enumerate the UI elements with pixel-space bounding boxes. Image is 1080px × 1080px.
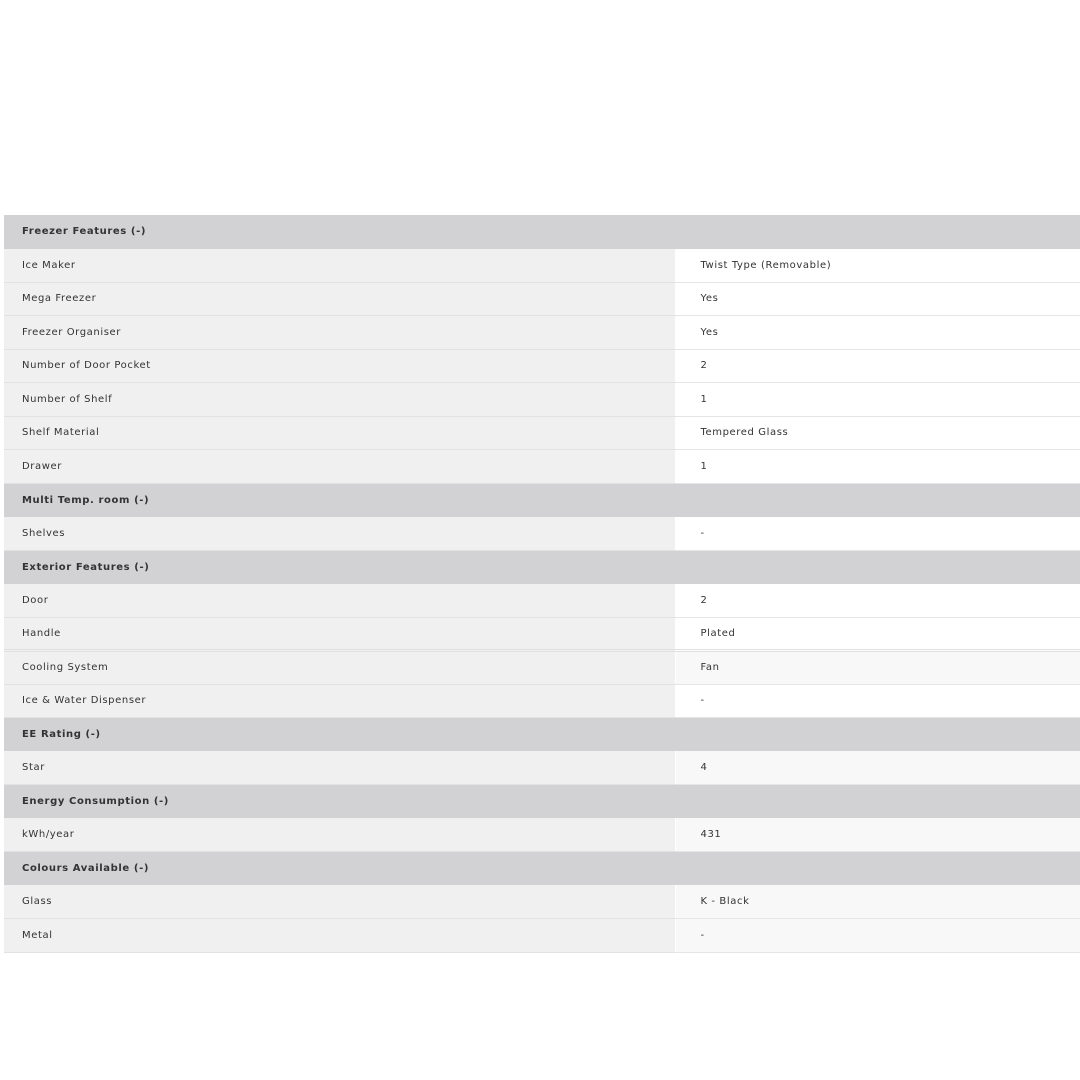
specifications-body — [4, 215, 1080, 952]
spec-row — [4, 517, 1080, 551]
spec-row — [4, 751, 1080, 785]
section-header[interactable] — [4, 718, 1080, 752]
spec-label: Freezer Organiser — [4, 316, 675, 350]
spec-row — [4, 282, 1080, 316]
spec-row — [4, 818, 1080, 852]
spec-value: Plated — [675, 617, 1080, 651]
spec-label: Number of Shelf — [4, 383, 675, 417]
spec-label: Cooling System — [4, 651, 675, 685]
section-title[interactable]: Freezer Features (-) — [4, 215, 1080, 249]
spec-value: 4 — [675, 751, 1080, 785]
spec-label: Mega Freezer — [4, 282, 675, 316]
spec-value: - — [675, 517, 1080, 551]
spec-row — [4, 416, 1080, 450]
spec-label: Handle — [4, 617, 675, 651]
spec-row — [4, 885, 1080, 919]
spec-row — [4, 450, 1080, 484]
spec-row — [4, 383, 1080, 417]
spec-value: - — [675, 919, 1080, 953]
spec-value: 1 — [675, 450, 1080, 484]
section-title[interactable]: Exterior Features (-) — [4, 550, 1080, 584]
spec-row — [4, 651, 1080, 685]
section-title[interactable]: Multi Temp. room (-) — [4, 483, 1080, 517]
section-header[interactable] — [4, 483, 1080, 517]
spec-value: Yes — [675, 282, 1080, 316]
spec-row — [4, 584, 1080, 618]
spec-row — [4, 684, 1080, 718]
spec-row — [4, 316, 1080, 350]
spec-value: 431 — [675, 818, 1080, 852]
spec-label: Star — [4, 751, 675, 785]
spec-value: 2 — [675, 349, 1080, 383]
spec-value: Twist Type (Removable) — [675, 249, 1080, 283]
spec-label: Ice & Water Dispenser — [4, 684, 675, 718]
spec-value: 2 — [675, 584, 1080, 618]
spec-label: kWh/year — [4, 818, 675, 852]
section-header[interactable] — [4, 785, 1080, 819]
spec-value: K - Black — [675, 885, 1080, 919]
spec-label: Number of Door Pocket — [4, 349, 675, 383]
spec-value: - — [675, 684, 1080, 718]
spec-label: Shelf Material — [4, 416, 675, 450]
spec-row — [4, 617, 1080, 651]
spec-value: Tempered Glass — [675, 416, 1080, 450]
spec-value: 1 — [675, 383, 1080, 417]
spec-label: Shelves — [4, 517, 675, 551]
section-header[interactable] — [4, 550, 1080, 584]
section-title[interactable]: EE Rating (-) — [4, 718, 1080, 752]
section-title[interactable]: Colours Available (-) — [4, 852, 1080, 886]
spec-label: Ice Maker — [4, 249, 675, 283]
spec-label: Metal — [4, 919, 675, 953]
spec-label: Glass — [4, 885, 675, 919]
spec-value: Fan — [675, 651, 1080, 685]
section-header[interactable] — [4, 852, 1080, 886]
section-header[interactable] — [4, 215, 1080, 249]
specifications-table — [4, 215, 1080, 953]
spec-value: Yes — [675, 316, 1080, 350]
spec-label: Drawer — [4, 450, 675, 484]
spec-label: Door — [4, 584, 675, 618]
spec-row — [4, 349, 1080, 383]
spec-row — [4, 249, 1080, 283]
section-title[interactable]: Energy Consumption (-) — [4, 785, 1080, 819]
spec-row — [4, 919, 1080, 953]
